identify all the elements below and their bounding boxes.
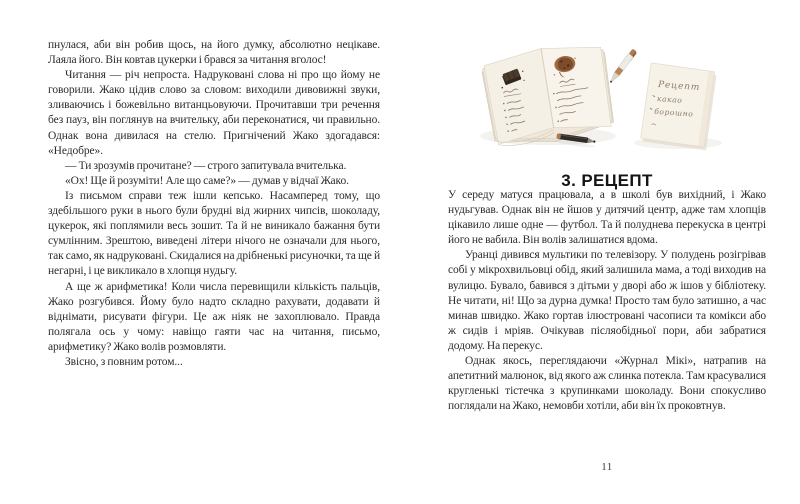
chapter-title: 3. РЕЦЕПТ <box>561 171 653 190</box>
paragraph: Із письмом справи теж ішли кепсько. Насамперед тому, що здебільшого руки в нього були брудні від жирних чипсів, шоколаду, цукерок, які поплямили весь зошит. Та й не виникало бажання бути сумлінним. Зрештою, виведені літери нічого не означали для нього, так само, як надруковані. Скидалися на дрібненькі рисуночки, та ще й негарні, і це викликало в хлопця нудьгу. <box>48 189 380 278</box>
paragraph: У середу матуся працювала, а в школі був вихідний, і Жако нудьгував. Однак він не йшов у дитячий центр, адже там хлопців цікавило лише одне — футбол. Та й полуднева перекуска в центрі його не вабила. Він волів залишатися вдома. <box>448 189 766 247</box>
illustration-svg <box>473 30 745 165</box>
pen-illustration <box>608 48 637 84</box>
right-page <box>448 30 766 500</box>
note-line-ingredient: какао <box>656 94 683 105</box>
paragraph: А ще ж арифметика! Коли числа перевищили кількість пальців, Жако розгубився. Йому було надто складно рахувати, додавати й віднімати, рисувати фігури. Це аж ніяк не захоплювало. Правда полягала ось у чому: навіщо гаяти час на читання, письмо, арифметику? Жако волів розмовляти. <box>48 280 380 353</box>
note-line-title: Рецепт <box>657 80 701 93</box>
paragraph: Читання — річ непроста. Надруковані слова ні про що йому не говорили. Жако цідив слово за словом: виходили дивовижні звуки, зливаючись і божевільно витанцьовуючи. Прочитавши три речення без пауз, він поглянув на вчительку, аби переконатися, чи правильно. Однак вона дивилася на стелю. Пригнічений Жако здогадався: «Недобре». <box>48 69 380 157</box>
paragraph: пнулася, аби він робив щось, на його думку, абсолютно нецікаве. Лаяла його. Він ковтав цукерки і брався за читання вголос! <box>48 39 380 67</box>
paragraph: Звісно, з повним ротом... <box>65 355 183 368</box>
recipe-note-illustration <box>640 63 717 150</box>
paragraph: Однак якось, переглядаючи «Журнал Мікі», натрапив на апетитний малюнок, від якого аж слинка потекла. Там красувалися кругленькі тістечка з крупинками шоколаду. Вони спокусливо поглядали на Жако, немовби хотіли, аби він їх проковтнув. <box>448 355 766 413</box>
dialogue-line: «Ох! Ще й розуміти! Але що саме?» — думав у відчаї Жако. <box>65 174 349 187</box>
chapter-illustration <box>473 30 745 165</box>
page-number: 11 <box>601 461 613 473</box>
right-page-text <box>448 188 766 414</box>
note-line-ingredient: борошно <box>653 106 694 119</box>
paragraph: Уранці дивився мультики по телевізору. У полудень розігрівав собі у мікрохвильовці обід, який залишила мама, а тоді виходив на вулицю. Бувало, бавився з дітьми у дворі або ж ішов у бібліотеку. Не читати, ні! Що за дурна думка! Просто там було затишно, а час минав швидко. Жако гортав ілюстровані часописи та комікси або ж сидів і мріяв. Очікував післяобідньої пори, аби забратися додому. На перекус. <box>448 249 766 352</box>
left-page <box>48 38 380 370</box>
dialogue-line: — Ти зрозумів прочитане? — строго запитувала вчителька. <box>65 159 347 172</box>
